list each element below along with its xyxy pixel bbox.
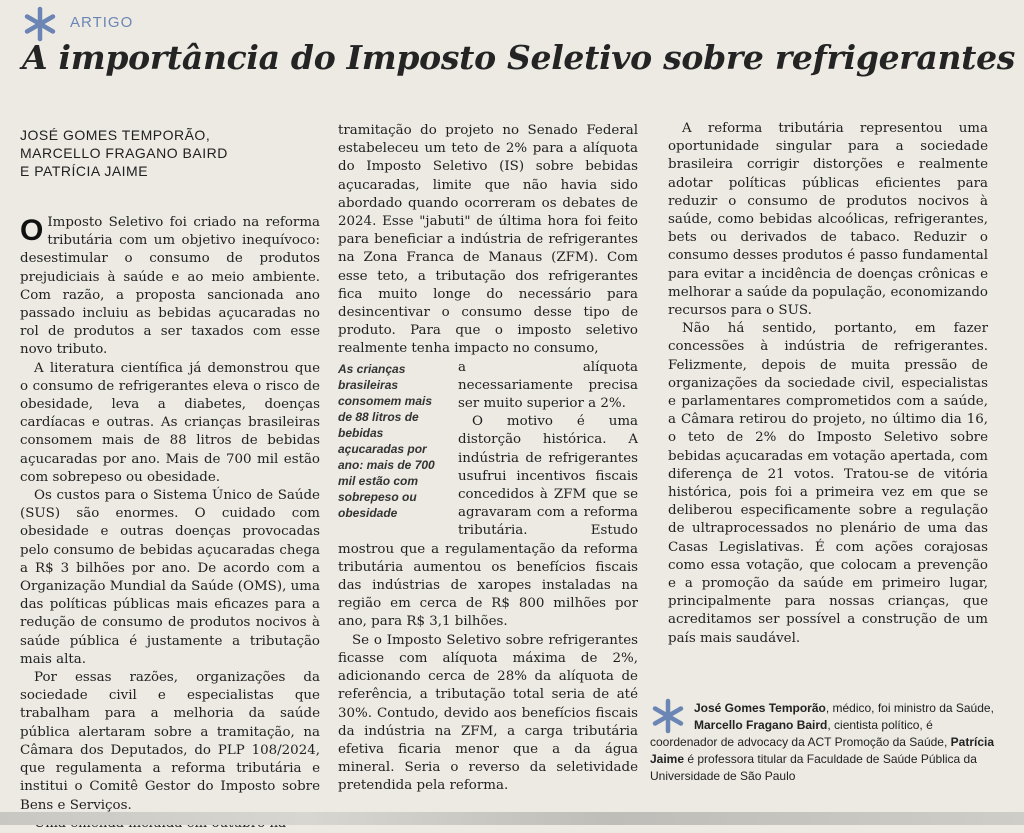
author-bio: é professora titular da Faculdade de Saúde Pública da Universidade de São Paulo xyxy=(650,752,977,783)
author-name: Patrícia Jaime xyxy=(650,735,994,766)
column-1 xyxy=(20,120,320,833)
paragraph: A literatura científica já demonstrou que o consumo de refrigerantes eleva o risco de obesidade, leva a diabetes, doenças cardíacas e outras. As crianças brasileiras consomem mais de 88 litros de bebidas açucaradas por ano. Mais de 700 mil estão com sobrepeso ou obesidade. xyxy=(20,360,320,485)
paragraph xyxy=(20,214,320,360)
page-edge-bar xyxy=(0,812,1024,825)
paragraph: a alíquota necessariamente precisa ser muito superior a 2%. xyxy=(458,359,638,412)
pull-quote: As crianças brasileiras consomem mais de 88 litros de bebidas açucaradas por ano: mais de 700 mil estão com sobrepeso ou obesidade xyxy=(338,361,435,520)
paragraph: Se o Imposto Seletivo sobre refrigerantes ficasse com alíquota máxima de 2%, adicionando cerca de 28% da alíquota de referência, a tributação total seria de até 30%. Contudo, devido aos benefícios fiscais da indústria na ZFM, a carga tributária efetiva ficaria menor que a da água mineral. Seria o reverso da seletividade pretendida pela reforma. xyxy=(338,632,638,794)
author-bio: , médico, foi ministro da Saúde, xyxy=(825,701,994,715)
article-headline: A importância do Imposto Seletivo sobre refrigerantes xyxy=(22,38,1016,77)
author-bio: , cientista político, é coordenador de advocacy da ACT Promoção da Saúde, xyxy=(650,718,951,749)
author-name: José Gomes Temporão xyxy=(694,701,826,715)
paragraph: Os custos para o Sistema Único de Saúde (SUS) são enormes. O cuidado com obesidade e outras doenças provocadas pelo consumo de bebidas açucaradas chega a R$ 3 bilhões por ano. De acordo com a Organização Mundial da Saúde (OMS), uma das políticas públicas mais eficazes para a redução de consumo de produtos nocivos à saúde pública é justamente a tributação mais alta. xyxy=(20,488,320,667)
author-line: E PATRÍCIA JAIME xyxy=(20,163,149,179)
author-footnote xyxy=(650,700,995,785)
section-label: ARTIGO xyxy=(70,14,134,31)
paragraph: tramitação do projeto no Senado Federal estabeleceu um teto de 2% para a alíquota do Imposto Seletivo (IS) sobre bebidas açucaradas, limite que não havia sido abordado quando ocorreram os debates de 2024. Esse "jabuti" de última hora foi feito para beneficiar a indústria de refrigerantes na Zona Franca de Manaus (ZFM). Com esse teto, a tributação dos refrigerantes fica muito longe do necessário para desincentivar o consumo desse tipo de produto. Para que o imposto seletivo realmente tenha impacto no consumo, xyxy=(338,123,638,357)
column-3 xyxy=(668,120,988,648)
author-byline xyxy=(20,126,320,180)
drop-cap: O xyxy=(20,214,44,247)
author-line: MARCELLO FRAGANO BAIRD xyxy=(20,145,228,161)
asterisk-icon xyxy=(650,698,686,734)
asterisk-icon xyxy=(22,6,58,42)
column-2 xyxy=(338,122,638,796)
author-line: JOSÉ GOMES TEMPORÃO, xyxy=(20,127,211,143)
author-name: Marcello Fragano Baird xyxy=(694,718,828,732)
paragraph: Por essas razões, organizações da sociedade civil e especialistas que trabalham para a melhoria da saúde pública alertaram sobre a tramitação, na Câmara dos Deputados, do PLP 108/2024, que regulamenta a reforma tributária e institui o Comitê Gestor do Imposto sobre Bens e Serviços. xyxy=(20,670,320,813)
paragraph-text: Imposto Seletivo foi criado na reforma tributária com um objetivo inequívoco: desestimular o consumo de produtos prejudiciais à saúde e ao meio ambiente. Com razão, a proposta sancionada ano passado incluiu as bebidas açucaradas no rol de produtos a ser taxados com esse novo tributo. xyxy=(20,215,320,358)
paragraph: A reforma tributária representou uma oportunidade singular para a sociedade brasileira corrigir distorções e realmente adotar políticas públicas eficientes para reduzir o consumo de produtos nocivos à saúde, como bebidas alcoólicas, refrigerantes, bets ou derivados de tabaco. Reduzir o consumo desses produtos é passo fundamental para evitar a incidência de doenças crônicas e melhorar a saúde da população, economizando recursos para o SUS. xyxy=(668,121,988,319)
paragraph: Não há sentido, portanto, em fazer concessões à indústria de refrigerantes. Felizmente, depois de muita pressão de organizações da sociedade civil, especialistas e parlamentares comprometidos com a saúde, a Câmara retirou do projeto, no último dia 16, o teto de 2% do Imposto Seletivo sobre bebidas açucaradas em votação apertada, com diferença de 21 votos. Tratou-se de vitória histórica, pois foi a primeira vez em que se deliberou especificamente sobre a regulação de ultraprocessados no plenário de uma das Casas Legislativas. É com ações corajosas como essa votação, que colocam a prevenção e a promoção da saúde em primeiro lugar, principalmente para nossas crianças, que acreditamos ser possível a construção de um país mais saudável. xyxy=(668,321,988,646)
paragraph: O motivo é uma distorção histórica. A indústria de refrigerantes usufrui incentivos fiscais concedidos à ZFM que se agravaram com a reforma tributária. Estudo mostrou que a regulamentação da reforma tributária aumentou os benefícios fiscais das indústrias de xaropes instaladas na região em cerca de R$ 800 milhões por ano, para R$ 3,1 bilhões. xyxy=(338,414,638,630)
